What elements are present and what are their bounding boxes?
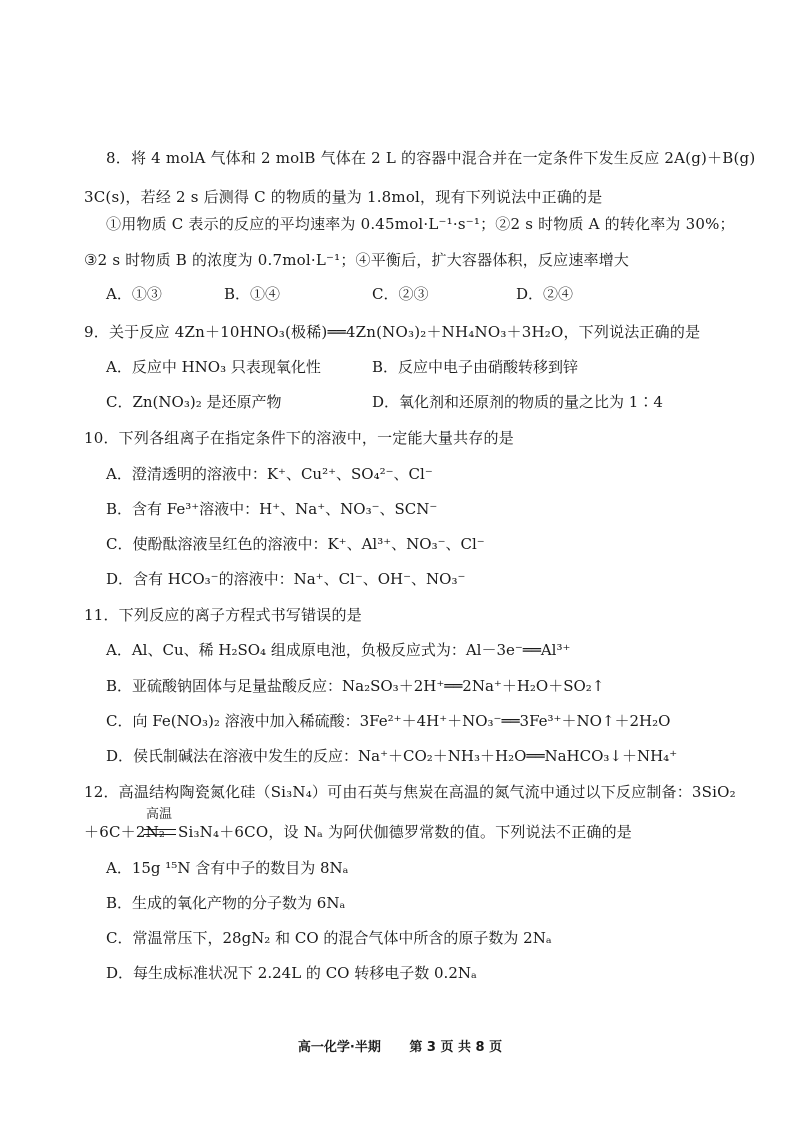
- q8-option-d: D．②④: [516, 285, 574, 303]
- q9-stem: 9．关于反应 4Zn＋10HNO₃(极稀)══4Zn(NO₃)₂＋NH₄NO₃＋3H₂O，下列说法正确的是: [84, 323, 701, 341]
- q9-option-b: B．反应中电子由硝酸转移到锌: [372, 358, 579, 376]
- q11-option-a: A．Al、Cu、稀 H₂SO₄ 组成原电池，负极反应式为：Al－3e⁻══Al³⁺: [106, 641, 571, 659]
- q9-option-a: A．反应中 HNO₃ 只表现氧化性: [106, 358, 321, 376]
- q11-stem: 11．下列反应的离子方程式书写错误的是: [84, 606, 362, 624]
- q12-option-d: D．每生成标准状况下 2.24L 的 CO 转移电子数 0.2Nₐ: [106, 964, 477, 982]
- q11-option-d: D．侯氏制碱法在溶液中发生的反应：Na⁺＋CO₂＋NH₃＋H₂O══NaHCO₃↓＋NH₄⁺: [106, 747, 678, 765]
- q8-option-a: A．①③: [106, 285, 162, 303]
- q12-option-c: C．常温常压下，28gN₂ 和 CO 的混合气体中所含的原子数为 2Nₐ: [106, 929, 552, 947]
- q10-option-c: C．使酚酞溶液呈红色的溶液中：K⁺、Al³⁺、NO₃⁻、Cl⁻: [106, 535, 485, 553]
- q8-line-3: ①用物质 C 表示的反应的平均速率为 0.45mol·L⁻¹·s⁻¹；②2 s 时物质 A 的转化率为 30%；: [106, 215, 735, 233]
- q8-line-1: 8．将 4 molA 气体和 2 molB 气体在 2 L 的容器中混合并在一定条件下发生反应 2A(g)＋B(g): [106, 149, 756, 167]
- q11-option-c: C．向 Fe(NO₃)₂ 溶液中加入稀硫酸：3Fe²⁺＋4H⁺＋NO₃⁻══3Fe³⁺＋NO↑＋2H₂O: [106, 712, 671, 730]
- footer-page-number: 第 3 页 共 8 页: [409, 1040, 503, 1055]
- footer-subject: 高一化学·半期: [297, 1040, 381, 1055]
- q12-option-b: B．生成的氧化产物的分子数为 6Nₐ: [106, 894, 346, 912]
- q10-option-a: A．澄清透明的溶液中：K⁺、Cu²⁺、SO₄²⁻、Cl⁻: [106, 465, 433, 483]
- q10-option-b: B．含有 Fe³⁺溶液中：H⁺、Na⁺、NO₃⁻、SCN⁻: [106, 500, 438, 518]
- q12-line-2-pre: ＋6C＋2N₂: [84, 823, 166, 841]
- page-footer: [0, 1036, 800, 1055]
- q12-equals-sign: [144, 829, 176, 835]
- q12-line-1: 12．高温结构陶瓷氮化硅（Si₃N₄）可由石英与焦炭在高温的氮气流中通过以下反应制备：3SiO₂: [84, 783, 736, 801]
- q12-option-a: A．15g ¹⁵N 含有中子的数目为 8Nₐ: [106, 859, 349, 877]
- q8-line-2: 3C(s)，若经 2 s 后测得 C 的物质的量为 1.8mol，现有下列说法中正确的是: [84, 188, 603, 206]
- q9-option-d: D．氧化剂和还原剂的物质的量之比为 1∶4: [372, 393, 663, 411]
- q12-line-2-post: Si₃N₄＋6CO，设 Nₐ 为阿伏伽德罗常数的值。下列说法不正确的是: [178, 823, 632, 841]
- q9-option-c: C．Zn(NO₃)₂ 是还原产物: [106, 393, 282, 411]
- q8-option-c: C．②③: [372, 285, 429, 303]
- q8-option-b: B．①④: [224, 285, 281, 303]
- q10-stem: 10．下列各组离子在指定条件下的溶液中，一定能大量共存的是: [84, 429, 514, 447]
- q12-reaction-condition: 高温: [146, 807, 173, 822]
- q11-option-b: B．亚硫酸钠固体与足量盐酸反应：Na₂SO₃＋2H⁺══2Na⁺＋H₂O＋SO₂↑: [106, 677, 605, 695]
- q8-line-4: ③2 s 时物质 B 的浓度为 0.7mol·L⁻¹；④平衡后，扩大容器体积，反应速率增大: [84, 251, 630, 269]
- q10-option-d: D．含有 HCO₃⁻的溶液中：Na⁺、Cl⁻、OH⁻、NO₃⁻: [106, 570, 466, 588]
